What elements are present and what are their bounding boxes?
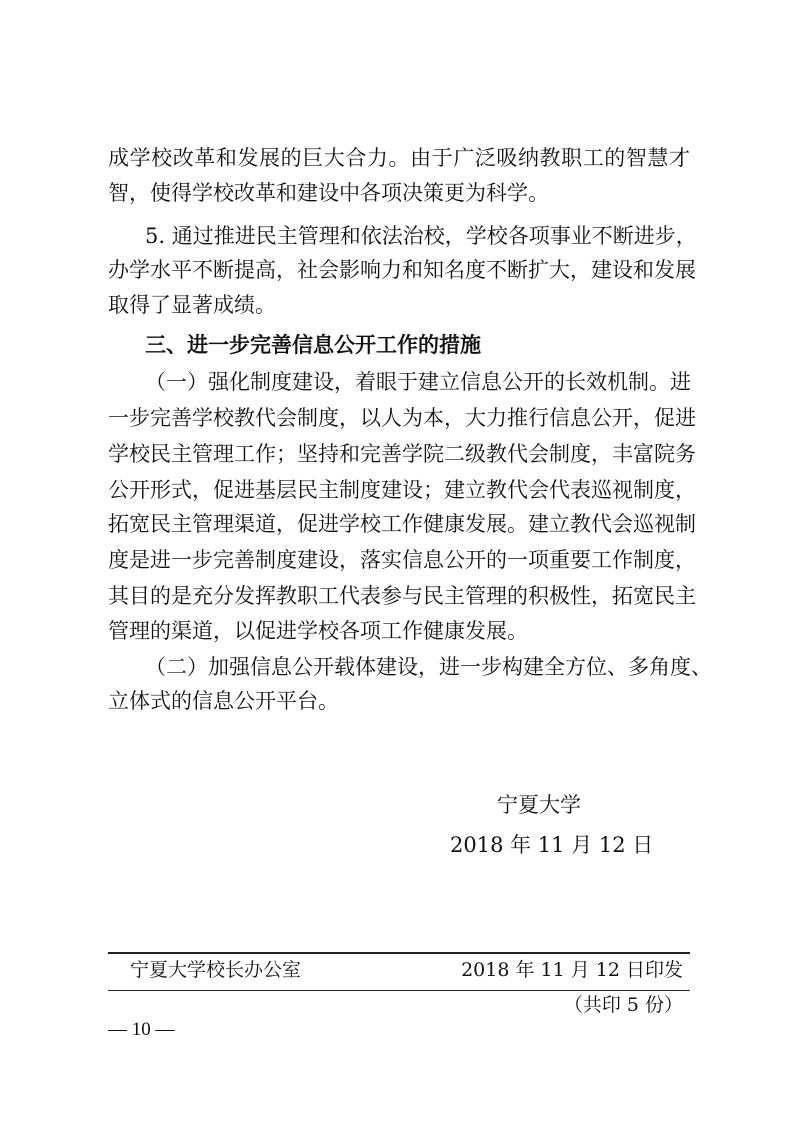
footer-issue-date: 2018 年 11 月 12 日印发 [461,959,683,981]
body-line: 办学水平不断提高，社会影响力和知名度不断扩大，建设和发展 [108,258,696,282]
body-line: 成学校改革和发展的巨大合力。由于广泛吸纳教职工的智慧才 [108,146,690,170]
body-line: （二）加强信息公开载体建设，进一步构建全方位、多角度、 [145,655,712,679]
body-line: 度是进一步完善制度建设，落实信息公开的一项重要工作制度， [108,548,696,572]
body-line: 立体式的信息公开平台。 [108,689,339,713]
body-line: （一）强化制度建设，着眼于建立信息公开的长效机制。进 [145,370,691,394]
body-line: 学校民主管理工作；坚持和完善学院二级教代会制度，丰富院务 [108,442,696,466]
footer-bottom-rule [108,990,690,991]
signature-date: 2018 年 11 月 12 日 [450,833,654,857]
body-line: 拓宽民主管理渠道，促进学校工作健康发展。建立教代会巡视制 [108,512,696,536]
body-line: 管理的渠道，以促进学校各项工作健康发展。 [108,619,528,643]
footer-top-rule [108,952,690,954]
body-line: 一步完善学校教代会制度，以人为本，大力推行信息公开，促进 [108,406,696,430]
footer-issuer: 宁夏大学校长办公室 [130,959,302,981]
page-number: — 10 — [108,1019,175,1040]
body-line: 5. 通过推进民主管理和依法治校，学校各项事业不断进步， [145,224,697,248]
body-line: 其目的是充分发挥教职工代表参与民主管理的积极性，拓宽民主 [108,584,696,608]
body-line: 智，使得学校改革和建设中各项决策更为科学。 [108,181,549,205]
body-line: 公开形式，促进基层民主制度建设；建立教代会代表巡视制度， [108,478,696,502]
signature-org: 宁夏大学 [497,793,581,817]
section-heading: 三、进一步完善信息公开工作的措施 [145,333,481,357]
body-line: 取得了显著成绩。 [108,293,276,317]
footer-copies: （共印 5 份） [563,994,683,1016]
